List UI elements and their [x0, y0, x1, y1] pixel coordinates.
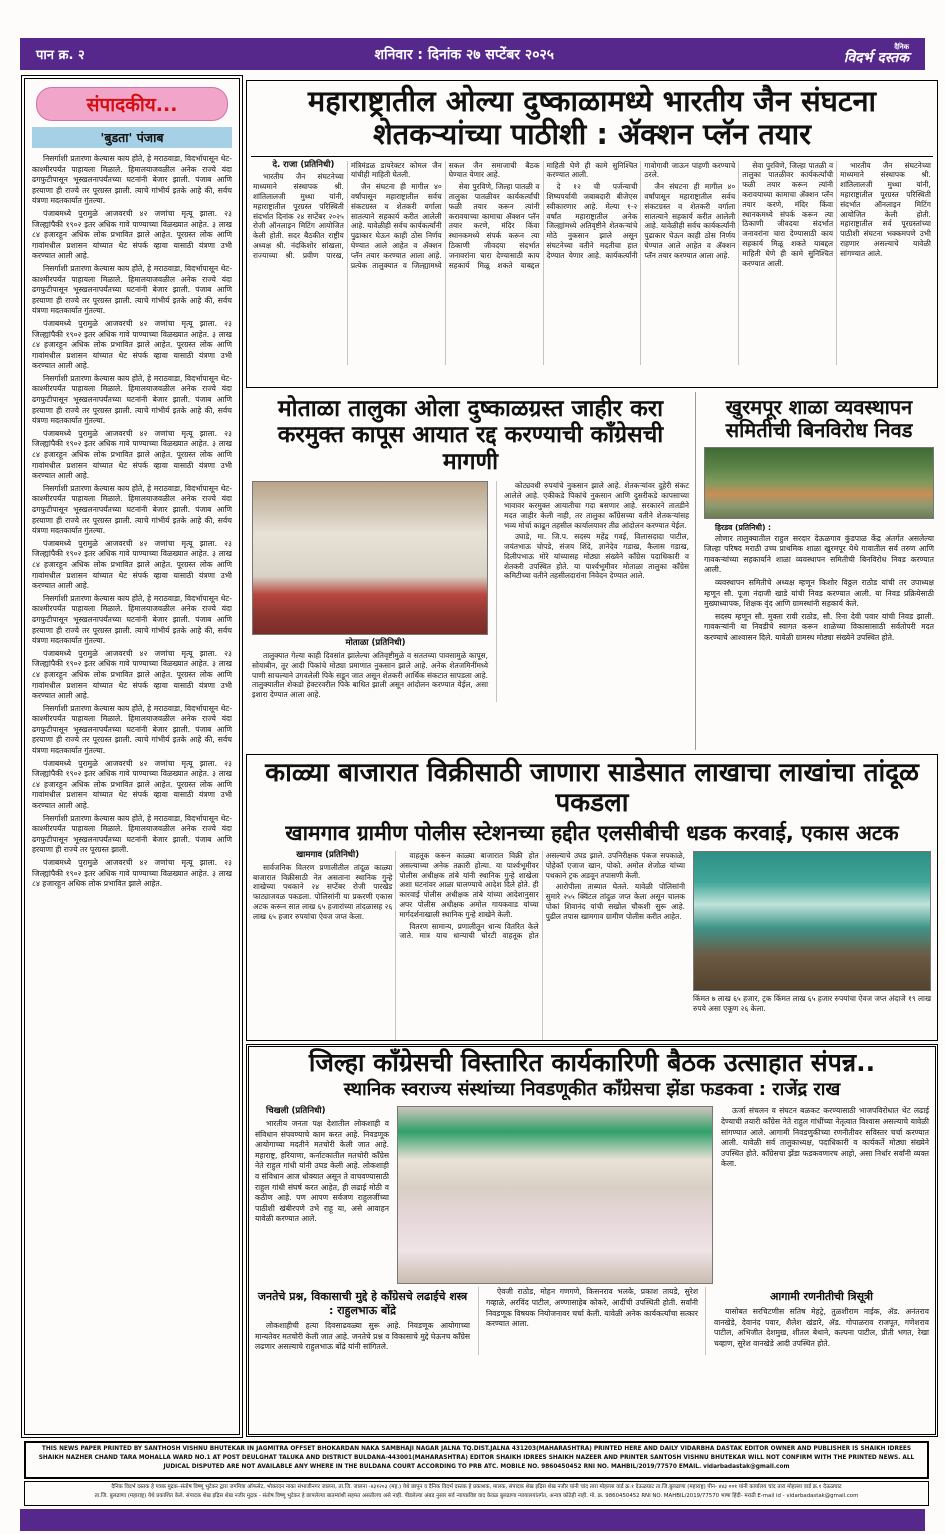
lead-paragraphs — [253, 161, 931, 271]
congress-bottom-right-body: यासोबत सरचिटणीस सतिष मेहट्रे, तुळशीराम नाईक, ॲड. अनंतराव वानखेडे, देवानंद पवार, शैलेश खंडारे, ॲड. गोपाळराव राजपूत, गणेशराव पाटील, अभिजीत देशमुख, शीतल बेथाने, कल्पना पाटील, प्रीती भगत, रेखा चव्हाण, सुरेश वानखेडे आदी उपस्थित होते. — [714, 1307, 929, 1348]
khamgaon-headline-line2: खामगाव ग्रामीण पोलीस स्टेशनच्या हद्दीत एलसीबीची धडक करवाई, एकास अटक — [285, 820, 899, 845]
congress-meeting-photo — [397, 1106, 713, 1284]
brand-name: विदर्भ दस्तक — [843, 49, 909, 66]
paragraph: पंजाबमध्ये पुरामुळे आजवरची ४२ जणांचा मृत्यू झाला. २३ जिल्ह्यांपैकी १९०२ इतर अधिक गावे पाण्याच्या विळख्यात आहेत. ३ लाख ८४ हजारहून अधिक लोक प्रभावित झाले आहेत. — [32, 858, 232, 889]
motala-headline-line1: मोताळा तालुका ओला दुष्काळग्रस्त जाहीर करा — [277, 396, 664, 422]
khurampur-headline — [700, 392, 938, 444]
editorial-title-pill: संपादकीय... — [36, 87, 228, 121]
lead-byline: दे. राजा (प्रतिनिधी) — [272, 159, 335, 170]
khurampur-headline-line1: खुरमपूर शाळा व्यवस्थापन — [725, 395, 913, 419]
khamgaon-photo-note: किंमत ७ लाख ६५ हजार, ट्रक किंमत लाख ६५ हजार रुपयांचा ऐवज जप्त अंदाजे १९ लाख रुपये असा एकूण २६ केला. — [693, 993, 931, 1013]
paragraph: सार्वजनिक वितरण प्रणालीतील तांदूळ काळ्या बाजारात विक्रीसाठी नेत असताना स्थानिक गुन्हे शाखेच्या पथकाने २४ सप्टेंबर रोजी पारखेड फाट्याजवळ पकडला. पोलिसांनी या प्रकरणी एकास अटक करून सात लाख ६५ हजारांच्या तांदळासह २६ लाख ६५ हजार रुपयांचा ऐवज जप्त केला. — [253, 862, 393, 921]
paragraph: वितरण सामान्य, प्रणालीतून धान्य वितरित केले जाते. मात्र याच धान्याची चोरटी वाहतूक होत असल्याचे उघड झाले. उपनिरीक्षक पंकज सपकाळे, पोहेकॉ एजाज खान, पोको. अमोल शेजोळ यांच्या पथकाने ट्रक अडवून तपासणी केली. — [399, 850, 685, 941]
khurampur-committee-photo — [704, 447, 934, 519]
congress-bottom-left-body: लोकशाहीची हत्या दिवसाढवळ्या सुरू आहे. निवडणूक आयोगाच्या मान्यतेवर मतचोरी केली जात आहे. जनतेचे प्रश्न व विकासाचे मुद्दे घेऊनच काँग्रेस लढणार असल्याचे राहुलभाऊ बोंद्रे यांनी सांगितले. — [255, 1320, 470, 1352]
paragraph: निसर्गाशी प्रतारणा केल्यास काय होते, हे मराठवाडा, विदर्भापासून थेट-काश्मीरपर्यंत पाहायला मिळाले. हिमालयाजवळील अनेक राज्ये यंदा ढगफुटीपासून भूस्खलनापर्यंतच्या घटनांनी बेजार झाली. पंजाब आणि हरयाणा ही राज्ये तर पूरग्रस्त झाली. त्याचे गांभीर्य इतके आहे की, सर्वच यंत्रणा मदतकार्यात गुंतल्या. — [32, 373, 232, 426]
article-motala — [246, 392, 696, 750]
congress-headline-line2: स्थानिक स्वराज्य संस्थांच्या निवडणूकीत काँग्रेसचा झेंडा फडकवा : राजेंद्र राख — [343, 1078, 841, 1100]
khamgaon-headline-line1: काळ्या बाजारात विक्रीसाठी जाणारा साडेसात लाखाचा लाखांचा तांदूळ पकडला — [265, 758, 919, 818]
paragraph: भारतीय जैन संघटनेच्या माध्यमाने संस्थापक श्री. शांतिलालजी मुथ्था यांनी, महाराष्ट्रातील पूरग्रस्त परिस्थिती संदर्भात ऑनलाइन मिटिंग आयोजित केली होती. महाराष्ट्रातील सर्व पूरग्रस्तांच्या पाठीशी संघटना भक्कमपणे उभी राहणार असल्याचे यावेळी सांगण्यात आले. — [840, 160, 931, 258]
paragraph: सेवा पुरविणे, जिल्हा पातळी व तालुका पातळीवर कार्यकर्त्यांची फळी तयार करून त्यांनी करावयाच्या कामाचा ॲक्शन प्लॅन तयार करणे, मंदिर किंवा स्थानकमध्ये संपर्क करून त्या ठिकाणी जीवदया संदर्भात जनावरांना चारा देण्यासाठी काय सहकार्य मिळू शकते याबद्दल माहिती घेणे ही कामे सुनिश्चित करण्यात आली. — [742, 160, 834, 268]
motala-col2: कोट्यवधी रुपयांचे नुकसान झाले आहे. शेतकऱ्यांवर दुहेरी संकट आलेले आहे. एकीकडे पिकांचे नुकसान आणि दुसरीकडे कापसाच्या भावावर करमुक्त आयातीचा गदा बसणार आहे. सरकारने तातडीने मदत जाहीर केली नाही, तर तालुका काँग्रेसच्या वतीने शेतकऱ्यांसह भव्य मोर्चा काढून तहसील कार्यालयावर तीव्र आंदोलन करण्यात येईल. — [504, 481, 689, 530]
lead-headline: महाराष्ट्रातील ओल्या दुष्काळामध्ये भारतीय जैन संघटना शेतकऱ्यांच्या पाठीशी : ॲक्शन प्लॅन तयार — [307, 84, 877, 152]
khurampur-headline-line2: समितीची बिनविरोध निवड — [725, 418, 913, 442]
motala-headline-line2: करमुक्त कापूस आयात रद्द करण्याची काँग्रेसची मागणी — [277, 422, 664, 475]
congress-byline: चिखली (प्रतिनिधी) — [266, 1106, 326, 1117]
motala-col1: तालुक्यात गेल्या काही दिवसांत झालेल्या अतिवृष्टीमुळे व सततच्या पावसामुळे कापूस, सोयाबीन, तूर आदी पिकांचे मोठ्या प्रमाणात नुकसान झाले आहे. अनेक शेतजमिनींमध्ये पाणी साचल्याने उगवलेली पिके सडून जात असून शेतकरी आर्थिक संकटात सापडला आहे. तालुक्यातील शेकडो हेक्टरवरील पिके बाधित झाली असून आंदोलन करण्यात येईल, असा इशारा देण्यात आला आहे. — [252, 650, 489, 700]
khamgaon-paragraphs — [253, 851, 685, 941]
date-line: शनिवार : दिनांक २७ सप्टेंबर २०२५ — [374, 46, 555, 63]
paragraph: भारतीय जैन संघटनेच्या माध्यमाने संस्थापक श्री. शांतिलालजी मुथ्था यांनी, महाराष्ट्रातील पूरग्रस्त परिस्थिती संदर्भात दिनांक २४ सप्टेंबर २०२५ रोजी ऑनलाइन मिटिंग आयोजित केली होती. सदर बैठकीत राष्ट्रीय अध्यक्ष श्री. नंदकिशोर सांखला, राज्याच्या श्री. प्रवीण पारख, मंत्रिमंडळ डायरेक्टर कोमल जैन यांचीही माहिती घेतली. — [253, 160, 442, 260]
paragraph: पंजाबमध्ये पुरामुळे आजवरची ४२ जणांचा मृत्यू झाला. २३ जिल्ह्यांपैकी १९०२ इतर अधिक गावे पाण्याच्या विळख्यात आहेत. ३ लाख ८४ हजारहून अधिक लोक प्रभावित झाले आहेत. पूरग्रस्त लोक आणि गावांमधील प्रशासन यांच्यात थेट संपर्क व्हावा यासाठी यंत्रणा उभी करण्यात आली आहे. — [32, 758, 232, 811]
paragraph: निसर्गाशी प्रतारणा केल्यास काय होते, हे मराठवाडा, विदर्भापासून थेट-काश्मीरपर्यंत पाहायला मिळाले. हिमालयाजवळील अनेक राज्ये यंदा ढगफुटीपासून भूस्खलनापर्यंतच्या घटनांनी बेजार झाली. पंजाब आणि हरयाणा ही राज्ये तर पूरग्रस्त झाली. — [32, 813, 232, 855]
article-lead — [246, 80, 938, 388]
paragraph: पंजाबमध्ये पुरामुळे आजवरची ४२ जणांचा मृत्यू झाला. २३ जिल्ह्यांपैकी १९०२ इतर अधिक गावे पाण्याच्या विळख्यात आहेत. ३ लाख ८४ हजारहून अधिक लोक प्रभावित झाले आहेत. पूरग्रस्त लोक आणि गावांमधील प्रशासन यांच्यात थेट संपर्क व्हावा यासाठी यंत्रणा उभी करण्यात आली आहे. — [32, 318, 232, 371]
khurampur-body — [704, 534, 934, 644]
congress-left-column: भारतीय जनता पक्ष देशातील लोकशाही व संविधान संपवण्याचे काम करत आहे. निवडणूक आयोगाच्या मदतीने मतचोरी केली जात आहे. महाराष्ट्र, हरियाणा, कर्नाटकातील मतचोरी काँग्रेस नेते राहुल गांधी यांनी उघड केली आहे. लोकशाही व संविधान आज धोक्यात असून ते वाचवण्यासाठी राहुल गांधी संघर्ष करत आहेत, ही लढाई मोठी व कठीण आहे. पण आपण सर्वजण राहुलजींच्या पाठीशी खंबीरपणे उभे राहू या, असे आवाहन यावेळी करण्यात आले. — [255, 1119, 389, 1224]
paragraph: आरोपीला ताब्यात घेतले. यावेळी पोलिसांनी सुमारे २५५ क्विंटल तांदुळ जप्त केला असून चालक पोकां शिवानंद यांची सखोल चौकशी सुरू आहे. पुढील तपास खामगाव ग्रामीण पोलीस करीत आहेत. — [545, 882, 685, 921]
imprint-marathi-line2: ता.जि. बुलढाणा (महाराष्ट्र) येथे प्रकाशित केले. संपादक शेख इद्रिस शेख नजीर मुद्रक - संतोष विष्णू भुटेकर हे छापलेल्या बातम्यांशी सहमत असतीलच असे नाही. पीडलेल्या अंबड नुसार सर्व न्यायप्रविष्ट वाद केवळ बुलढाणा न्यायालयांतर्गत, अन्यत्र कोठेही नाही. मो. क्र. 9860450452 RNI NO. MAHBIL/2019/77570 भाषा हिंदी- मराठी E-mail id - vidarbadastak@gmail.com — [94, 1492, 859, 1499]
paragraph: सदस्य म्हणून सौ. मुक्ता रावी राठोड, सौ. रिना देवी पवार यांची निवड झाली. गावकऱ्यांनी या निवडीचे स्वागत करून शाळेच्या विकासासाठी सर्वतोपरी मदत करण्याचे आश्वासन दिले. यावेळी ग्रामस्थ मोठ्या संख्येने उपस्थित होते. — [704, 611, 934, 642]
editorial-column — [24, 78, 240, 1435]
motala-memorandum-photo — [252, 481, 488, 635]
khamgaon-truck-seizure-photo — [693, 851, 931, 991]
article-khurampur — [700, 392, 938, 750]
editorial-body — [32, 154, 232, 890]
paragraph: निसर्गाशी प्रतारणा केल्यास काय होते, हे मराठवाडा, विदर्भापासून थेट-काश्मीरपर्यंत पाहायला मिळाले. हिमालयाजवळील अनेक राज्ये यंदा ढगफुटीपासून भूस्खलनापर्यंतच्या घटनांनी बेजार झाली. पंजाब आणि हरयाणा ही राज्ये तर पूरग्रस्त झाली. त्याचे गांभीर्य इतके आहे की, सर्वच यंत्रणा मदतकार्यात गुंतल्या. — [32, 263, 232, 316]
paragraph: पंजाबमध्ये पुरामुळे आजवरची ४२ जणांचा मृत्यू झाला. २३ जिल्ह्यांपैकी १९०२ इतर अधिक गावे पाण्याच्या विळख्यात आहेत. ३ लाख ८४ हजारहून अधिक लोक प्रभावित झाले आहेत. पूरग्रस्त लोक आणि गावांमधील प्रशासन यांच्यात थेट संपर्क व्हावा यासाठी यंत्रणा उभी करण्यात आली आहे. — [32, 428, 232, 481]
khurampur-byline: हिरडव (प्रतिनिधी) : — [715, 523, 772, 532]
imprint-english: THIS NEWS PAPER PRINTED BY SANTHOSH VISHNU BHUTEKAR IN JAGMITRA OFFSET BHOKARDAN NAKA SAMBHAJI NAGAR JALNA TQ.DIST.JALNA 431203(MAHARASHTRA) PRINTED HERE AND DAILY VIDARBHA DASTAK EDITOR OWNER AND PUBLISHER IS SHAIKH IDREES SHAIKH NAZHER CHAND TARA MOHALLA WARD NO.1 AT POST DEULGHAT TALUKA AND DISTRICT BULDANA-443001(MAHARASHTRA) EDITOR SHAIKH IDREES SHAIKH NAZEER AND PRINTER SANTOSH VISHNU BHUTEKAR WILL NOT CONFIRM WITH THE PRINTED NEWS. ALL JUDICAL DISPUTED ARE NOT AVAILABLE ANY WHERE IN THE BULDANA COURT ACCORDING TO PRB ATC. MOBILE NO. 9860450452 RNI NO. MAHBIL/2019/77570 EMAIL. vidarbadastak@gmail.com — [24, 1441, 929, 1479]
footer-purple-bar — [20, 1509, 925, 1531]
paragraph: पंजाबमध्ये पुरामुळे आजवरची ४२ जणांचा मृत्यू झाला. २३ जिल्ह्यांपैकी १९०२ इतर अधिक गावे पाण्याच्या विळख्यात आहेत. ३ लाख ८४ हजारहून अधिक लोक प्रभावित झाले आहेत. पूरग्रस्त लोक आणि गावांमधील प्रशासन यांच्यात थेट संपर्क व्हावा यासाठी यंत्रणा उभी करण्यात आली आहे. — [32, 208, 232, 261]
paragraph: निसर्गाशी प्रतारणा केल्यास काय होते, हे मराठवाडा, विदर्भापासून थेट-काश्मीरपर्यंत पाहायला मिळाले. हिमालयाजवळील अनेक राज्ये यंदा ढगफुटीपासून भूस्खलनापर्यंतच्या घटनांनी बेजार झाली. पंजाब आणि हरयाणा ही राज्ये तर पूरग्रस्त झाली. त्याचे गांभीर्य इतके आहे की, सर्वच यंत्रणा मदतकार्यात गुंतल्या. — [32, 483, 232, 536]
motala-byline: मोताळा (प्रतिनिधी) — [345, 638, 406, 649]
paragraph: पंजाबमध्ये पुरामुळे आजवरची ४२ जणांचा मृत्यू झाला. २३ जिल्ह्यांपैकी १९०२ इतर अधिक गावे पाण्याच्या विळख्यात आहेत. ३ लाख ८४ हजारहून अधिक लोक प्रभावित झाले आहेत. पूरग्रस्त लोक आणि गावांमधील प्रशासन यांच्यात थेट संपर्क व्हावा यासाठी यंत्रणा उभी करण्यात आली आहे. — [32, 648, 232, 701]
masthead-bar — [20, 38, 925, 70]
paragraph: लोणार तालुक्यातील राहुल सरदार देऊळगाव कुंडपाळ केंद्र अंतर्गत असलेल्या जिल्हा परिषद मराठी उच्च प्राथमिक शाळा खुरमपूर येथे गावातील सर्व तरुण आणि गावकऱ्यांच्या सहकार्याने शाळा व्यवस्थापन समितीची बिनविरोध निवड करण्यात आली. — [704, 533, 934, 575]
paragraph: वाहतूक करून काळ्या बाजारात विक्री होत असल्याच्या अनेक तक्रारी होत्या. या पार्श्वभूमीवर पोलीस अधीक्षक तांबे यांनी स्थानिक गुन्हे शाखेला अशा घटनांवर आळा घालण्याचे आदेश दिले होते. ही कारवाई पोलीस अधीक्षक तांबे यांच्या आदेशानुसार अपर पोलीस अधीक्षक अमोल गायकवाड यांच्या मार्गदर्शनाखाली स्थानिक गुन्हे शाखेने केली. — [399, 850, 539, 919]
brand-daily-label: दैनिक — [894, 42, 909, 51]
paragraph: जैन संघटना ही मागील ४० वर्षांपासून महाराष्ट्रातील सर्वच संकटग्रस्त व शेतकरी वर्गाला सातत्याने सहकार्य करीत आलेली आहे. यावेळीही सर्वच कार्यकर्त्यांनी पुढाकार घेऊन काही ठोस निर्णय घेण्यात आले आहेत व ॲक्शन प्लॅन तयार करण्यात आला आहे. प्रत्येक तालुक्यात व जिल्ह्यामध्ये सकल जैन समाजाची बैठक घेण्यात येणार आहे. — [350, 160, 540, 270]
congress-sub-headline-right: आगामी रणनीतीची त्रिसूत्री — [769, 1290, 873, 1304]
paragraph: निसर्गाशी प्रतारणा केल्यास काय होते, हे मराठवाडा, विदर्भापासून थेट-काश्मीरपर्यंत पाहायला मिळाले. हिमालयाजवळील अनेक राज्ये यंदा ढगफुटीपासून भूस्खलनापर्यंतच्या घटनांनी बेजार झाली. पंजाब आणि हरयाणा ही राज्ये तर पूरग्रस्त झाली. त्याचे गांभीर्य इतके आहे की, सर्वच यंत्रणा मदतकार्यात गुंतल्या. — [32, 154, 232, 206]
imprint-marathi-line1: दैनिक विदर्भ दस्तक हे पत्रक मुद्रक–संतोष विष्णू भुटेकर द्वारा जगमित्रा ऑफसेट, भोकरदन नाका संभाजीनगर जालना, ता.जि. जालना -४३१२०३ (मह.) येथे छापून व दैनिक विदर्भ दस्तक हे प्रकाशक, मालक, संपादक शेख इद्रिस शेख नजीर यांनी चांद तारा मोहल्ला वार्ड क्र.१ देऊळघाट ता.जि.बुलढाणा (महाराष्ट्र) पीन- ४४३ ००१ यांनी कार्यालय चांद तारा मोहल्ला वार्ड क्र.१ देऊळघाट — [111, 1484, 842, 1490]
page-number: पान क्र. २ — [36, 48, 85, 63]
congress-sub-headline-left: जनतेचे प्रश्न, विकासाची मुद्दे हे काँग्रेसचे लढाईचे शस्त्र : राहुलभाऊ बोंद्रे — [257, 1290, 468, 1318]
paragraph: दे १२ ची पर्जन्याची शिष्यपर्यायी जबाबदारी बीजेएस स्वीकारणार आहे. मेल्या १-२ वर्षांत महाराष्ट्रातील अनेक जिल्ह्यांमध्ये अतिवृष्टीने शेतकऱ्यांचे मोठे नुकसान झाले असून संघटनेच्या वतीने मदतीचा हात देण्यात येणार आहे. कार्यकर्त्यांनी गावोगावी जाऊन पाहणी करण्याचे ठरले. — [546, 160, 736, 260]
paragraph: पंजाबमध्ये पुरामुळे आजवरची ४२ जणांचा मृत्यू झाला. २३ जिल्ह्यांपैकी १९०२ इतर अधिक गावे पाण्याच्या विळख्यात आहेत. ३ लाख ८४ हजारहून अधिक लोक प्रभावित झाले आहेत. पूरग्रस्त लोक आणि गावांमधील प्रशासन यांच्यात थेट संपर्क व्हावा यासाठी यंत्रणा उभी करण्यात आली आहे. — [32, 538, 232, 591]
editorial-subtitle-bar: 'बुडता' पंजाब — [32, 127, 232, 148]
article-congress — [246, 1044, 938, 1437]
imprint-marathi — [24, 1481, 929, 1506]
paragraph: व्यवस्थापन समितीचे अध्यक्ष म्हणून किशोर विठ्ठल राठोड यांची तर उपाध्यक्ष म्हणून सौ. पूजा नंदाजी खाडे यांची निवड करण्यात आली. या निवड प्रक्रियेसाठी मुख्याध्यापक, शिक्षक वृंद आणि ग्रामस्थांनी सहकार्य केले. — [704, 577, 934, 609]
motala-col3: उघाडे, मा. जि.प. सदस्य महेंद्र गवई, विलासदादा पाटील, जयंतभाऊ चोपडे, संजय शिंदे, ज्ञानेदेव गडाख, कैलास गडाख, दिलीपभाऊ मोरे यांच्यासह मोठ्या संख्येने काँग्रेस पदाधिकारी व शेतकरी उपस्थित होते. या पार्श्वभूमीवर मोताळा तालुका काँग्रेस कमिटीच्या वतीने तहसीलदारांना निवेदन देण्यात आले. — [504, 532, 689, 581]
congress-headline-line1: जिल्हा काँग्रेसची विस्तारित कार्यकारिणी बैठक उत्साहात संपन्न.. — [308, 1048, 876, 1077]
congress-bottom-mid-body: ऐवजी राठोड, मोहन गणगणे, किसनराव भलके, प्रकाश तायडे, सुरेश गव्हाळे, अरविंद पाटील, अण्णासाहेब कोकरे, आदींची उपस्थिती होती. सर्वांनी निवडणूक विषयक नियोजनावर चर्चा केली. यावेळी अनेक कार्यकर्त्यांचा सत्कार करण्यात आला. — [486, 1287, 698, 1329]
congress-right-column: ऊर्जा संचलन व संघटन बळकट करण्यासाठी भाजपविरोधात थेट लढाई देण्याची तयारी काँग्रेस नेते राहुल गांधींच्या नेतृत्वात विश्वास असल्याचे यावेळी सांगण्यात आले. आगामी निवडणुकीच्या रणनीतीवर सविस्तर चर्चा करण्यात आली. यावेळी सर्व तालुकाध्यक्ष, पदाधिकारी व कार्यकर्ते मोठ्या संख्येने उपस्थित होते. काँग्रेसचा झेंडा फडकवणारच आहो, असा निर्धार सर्वांनी व्यक्त केला. — [721, 1106, 929, 1169]
khamgaon-body-columns — [253, 851, 685, 1041]
paragraph: जैन संघटना ही मागील ४० वर्षांपासून महाराष्ट्रातील सर्वच संकटग्रस्त व शेतकरी वर्गाला सातत्याने सहकार्य करीत आलेली आहे. यावेळीही सर्वच कार्यकर्त्यांनी पुढाकार घेऊन काही ठोस निर्णय घेण्यात आले आहेत व ॲक्शन प्लॅन तयार करण्यात आला आहे. — [644, 182, 736, 260]
motala-headline — [246, 392, 695, 477]
article-khamgaon — [246, 754, 938, 1041]
paragraph: निसर्गाशी प्रतारणा केल्यास काय होते, हे मराठवाडा, विदर्भापासून थेट-काश्मीरपर्यंत पाहायला मिळाले. हिमालयाजवळील अनेक राज्ये यंदा ढगफुटीपासून भूस्खलनापर्यंतच्या घटनांनी बेजार झाली. पंजाब आणि हरयाणा ही राज्ये तर पूरग्रस्त झाली. त्याचे गांभीर्य इतके आहे की, सर्वच यंत्रणा मदतकार्यात गुंतल्या. — [32, 593, 232, 646]
paragraph: निसर्गाशी प्रतारणा केल्यास काय होते, हे मराठवाडा, विदर्भापासून थेट-काश्मीरपर्यंत पाहायला मिळाले. हिमालयाजवळील अनेक राज्ये यंदा ढगफुटीपासून भूस्खलनापर्यंतच्या घटनांनी बेजार झाली. पंजाब आणि हरयाणा ही राज्ये तर पूरग्रस्त झाली. त्याचे गांभीर्य इतके आहे की, सर्वच यंत्रणा मदतकार्यात गुंतल्या. — [32, 703, 232, 756]
lead-body-columns — [247, 157, 937, 369]
paragraph: सेवा पुरविणे, जिल्हा पातळी व तालुका पातळीवर कार्यकर्त्यांची फळी तयार करून त्यांनी करावयाच्या कामाचा ॲक्शन प्लॅन तयार करणे, मंदिर किंवा स्थानकमध्ये संपर्क करून त्या ठिकाणी जीवदया संदर्भात जनावरांना चारा देण्यासाठी काय सहकार्य मिळू शकते याबद्दल माहिती घेणे ही कामे सुनिश्चित करण्यात आली. — [448, 160, 638, 270]
newspaper-logo — [844, 44, 909, 65]
khamgaon-byline: खामगाव (प्रतिनिधी) — [296, 849, 360, 860]
